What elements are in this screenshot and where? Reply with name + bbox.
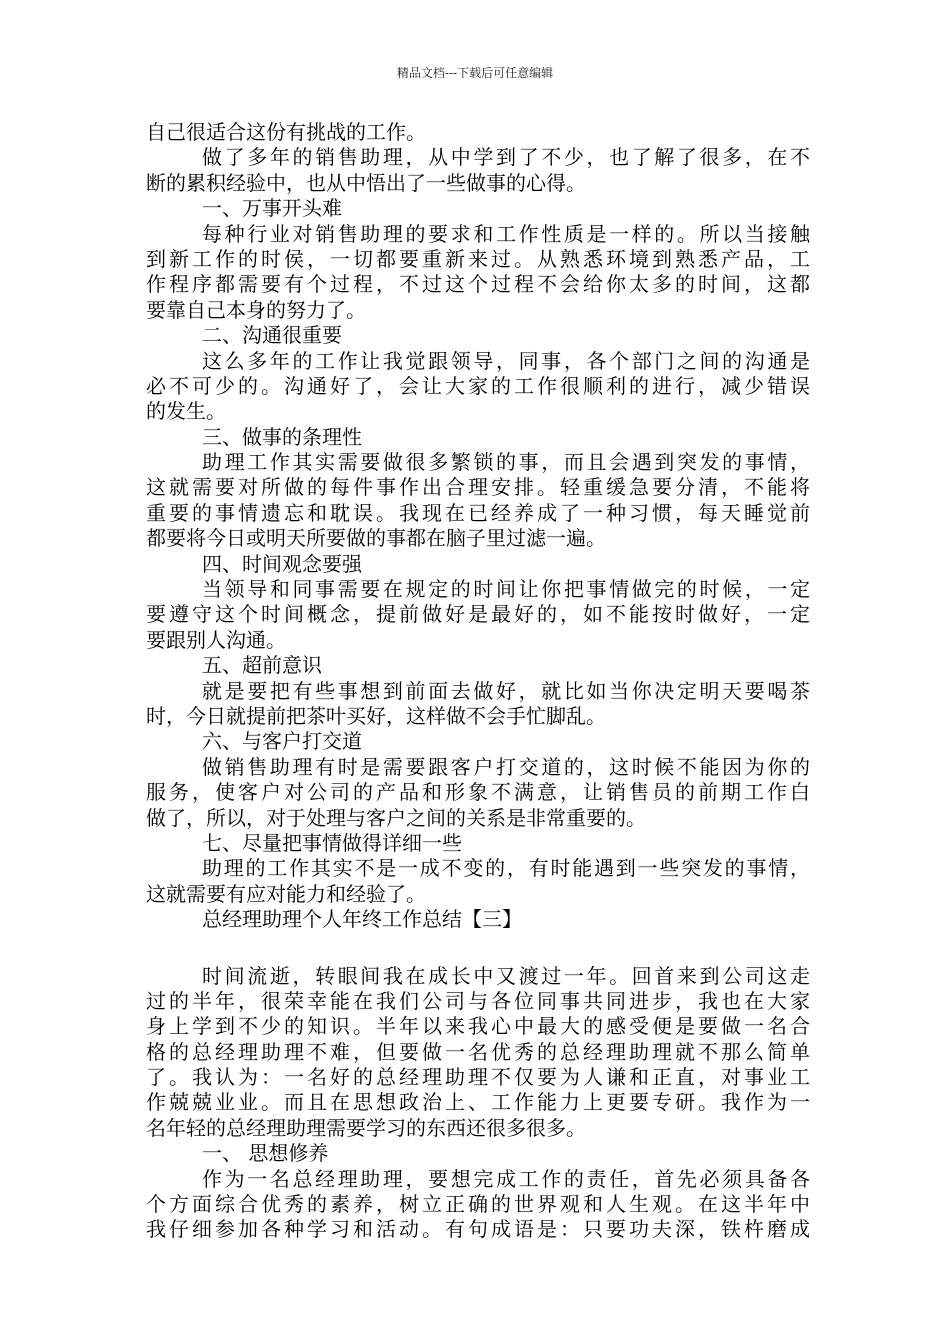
section-heading: 七、尽量把事情做得详细一些 xyxy=(202,830,462,855)
text-line: 做销售助理有时是需要跟客户打交道的，这时候不能因为你的 xyxy=(202,754,810,779)
text-line: 这就需要有应对能力和经验了。 xyxy=(146,881,426,906)
text-line: 做了，所以，对于处理与客户之间的关系是非常重要的。 xyxy=(146,805,646,830)
text-line: 重要的事情遗忘和耽误。我现在已经养成了一种习惯，每天睡觉前 xyxy=(146,500,810,525)
text-line: 时间流逝，转眼间我在成长中又渡过一年。回首来到公司这走 xyxy=(202,963,810,988)
text-line: 个方面综合优秀的素养，树立正确的世界观和人生观。在这半年中 xyxy=(146,1192,810,1217)
text-line: 时，今日就提前把茶叶买好，这样做不会手忙脚乱。 xyxy=(146,703,606,728)
text-line: 要遵守这个时间概念，提前做好是最好的，如不能按时做好，一定 xyxy=(146,602,810,627)
document-body xyxy=(146,120,810,1243)
text-line: 都要将今日或明天所要做的事都在脑子里过滤一遍。 xyxy=(146,526,606,551)
text-line: 我仔细参加各种学习和活动。有句成语是：只要功夫深，铁杵磨成 xyxy=(146,1217,810,1242)
text-line: 这就需要对所做的每件事作出合理安排。轻重缓急要分清，不能将 xyxy=(146,475,810,500)
section-heading: 六、与客户打交道 xyxy=(202,729,362,754)
section-heading: 四、时间观念要强 xyxy=(202,551,362,576)
text-line: 必不可少的。沟通好了，会让大家的工作很顺利的进行，减少错误 xyxy=(146,373,810,398)
text-line: 助理的工作其实不是一成不变的，有时能遇到一些突发的事情， xyxy=(202,856,810,881)
section-heading: 一、万事开头难 xyxy=(202,196,342,221)
text-line: 名年轻的总经理助理需要学习的东西还很多很多。 xyxy=(146,1115,586,1140)
text-line: 作程序都需要有个过程，不过这个过程不会给你太多的时间，这都 xyxy=(146,272,810,297)
text-line: 当领导和同事需要在规定的时间让你把事情做完的时候，一定 xyxy=(202,577,810,602)
text-line: 了。我认为：一名好的总经理助理不仅要为人谦和正直，对事业工 xyxy=(146,1065,810,1090)
section-heading: 五、超前意识 xyxy=(202,653,322,678)
text-line: 助理工作其实需要做很多繁锁的事，而且会遇到突发的事情， xyxy=(202,450,810,475)
text-line: 的发生。 xyxy=(146,399,226,424)
text-line: 作为一名总经理助理，要想完成工作的责任，首先必须具备各 xyxy=(202,1166,810,1191)
text-line: 过的半年，很荣幸能在我们公司与各位同事共同进步，我也在大家 xyxy=(146,988,810,1013)
page-header: 精品文档---下载后可任意编辑 xyxy=(396,66,554,80)
text-line: 作兢兢业业。而且在思想政治上、工作能力上更要专研。我作为一 xyxy=(146,1090,810,1115)
text-line: 断的累积经验中，也从中悟出了一些做事的心得。 xyxy=(146,170,586,195)
section-heading: 二、沟通很重要 xyxy=(202,323,342,348)
text-line: 做了多年的销售助理，从中学到了不少，也了解了很多，在不 xyxy=(202,145,810,170)
text-line: 要靠自己本身的努力了。 xyxy=(146,297,366,322)
blank-line xyxy=(146,933,810,964)
section-heading: 三、做事的条理性 xyxy=(202,424,362,449)
text-line: 身上学到不少的知识。半年以来我心中最大的感受便是要做一名合 xyxy=(146,1014,810,1039)
text-line: 格的总经理助理不难，但要做一名优秀的总经理助理就不那么简单 xyxy=(146,1039,810,1064)
text-line: 要跟别人沟通。 xyxy=(146,627,286,652)
text-line: 每种行业对销售助理的要求和工作性质是一样的。所以当接触 xyxy=(202,221,810,246)
text-line: 服务，使客户对公司的产品和形象不满意，让销售员的前期工作白 xyxy=(146,780,810,805)
article-title: 总经理助理个人年终工作总结【三】 xyxy=(202,907,522,932)
text-line: 到新工作的时侯，一切都要重新来过。从熟悉环境到熟悉产品，工 xyxy=(146,246,810,271)
text-line: 自己很适合这份有挑战的工作。 xyxy=(146,120,426,144)
section-heading: 一、 思想修养 xyxy=(202,1141,329,1166)
text-line: 这么多年的工作让我觉跟领导，同事，各个部门之间的沟通是 xyxy=(202,348,810,373)
text-line: 就是要把有些事想到前面去做好，就比如当你决定明天要喝茶 xyxy=(202,678,810,703)
